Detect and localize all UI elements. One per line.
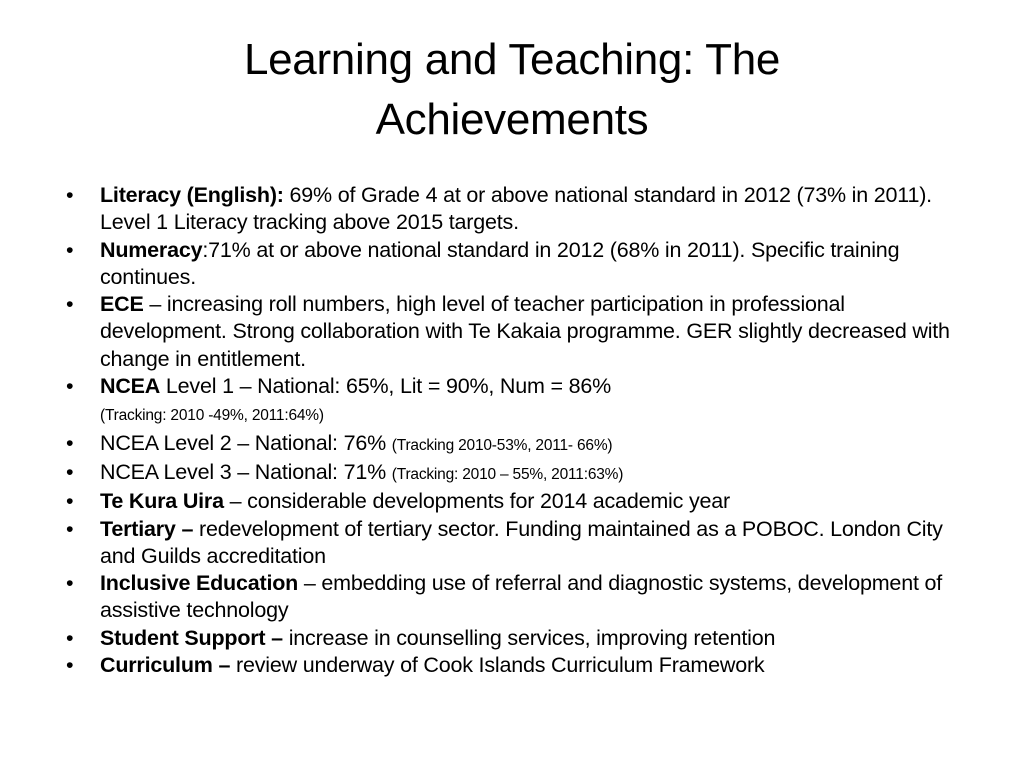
bullet-item-numeracy xyxy=(60,237,960,292)
bullet-icon: • xyxy=(66,625,74,650)
bullet-lead: Numeracy xyxy=(100,237,203,262)
bullet-item-ece xyxy=(60,291,960,373)
bullet-item-tertiary xyxy=(60,516,960,571)
bullet-item-inclusive-education xyxy=(60,570,960,625)
bullet-list xyxy=(60,182,960,679)
bullet-icon: • xyxy=(66,183,74,207)
slide-title xyxy=(100,30,924,150)
bullet-item-literacy xyxy=(60,182,960,237)
bullet-icon: • xyxy=(66,571,74,596)
bullet-tracking-note: (Tracking: 2010 – 55%, 2011:63%) xyxy=(391,465,624,483)
bullet-lead: Tertiary – xyxy=(100,516,194,541)
bullet-lead: ECE xyxy=(100,292,144,317)
bullet-text: 69% of Grade 4 at or above national standard in 2012 (73% in 2011). Level 1 Literacy tracking above 2015 targets. xyxy=(100,183,932,235)
bullet-item-student-support xyxy=(60,625,960,652)
bullet-text: – considerable developments for 2014 academic year xyxy=(223,489,730,514)
bullet-text: NCEA Level 2 – National: 76% xyxy=(100,430,392,455)
bullet-item-ncea-level-2 xyxy=(60,430,960,459)
bullet-lead: Te Kura Uira xyxy=(100,489,224,514)
bullet-lead: Student Support – xyxy=(100,625,283,650)
slide-title-line-2: Achievements xyxy=(375,95,649,144)
slide-title-line-1: Learning and Teaching: The xyxy=(243,35,781,84)
bullet-text: :71% at or above national standard in 2012 (68% in 2011). Specific training continues. xyxy=(100,237,900,289)
bullet-lead: Literacy (English): xyxy=(100,183,284,207)
bullet-item-ncea-level-3 xyxy=(60,459,960,488)
bullet-item-te-kura-uira xyxy=(60,488,960,515)
bullet-text: redevelopment of tertiary sector. Funding maintained as a POBOC. London City and Guilds accreditation xyxy=(100,516,943,568)
bullet-tracking-note: (Tracking: 2010 -49%, 2011:64%) xyxy=(100,407,324,425)
bullet-lead: Inclusive Education xyxy=(100,571,299,596)
bullet-text: review underway of Cook Islands Curriculum Framework xyxy=(230,653,765,678)
bullet-text: NCEA Level 3 – National: 71% xyxy=(100,459,392,484)
bullet-icon: • xyxy=(66,516,74,541)
bullet-item-curriculum xyxy=(60,652,960,679)
bullet-icon: • xyxy=(66,374,74,399)
bullet-text: Level 1 – National: 65%, Lit = 90%, Num = 86% xyxy=(160,374,612,399)
bullet-text: – embedding use of referral and diagnostic systems, development of assistive technology xyxy=(100,571,943,623)
bullet-item-ncea-level-1 xyxy=(60,373,960,430)
bullet-icon: • xyxy=(66,237,74,262)
bullet-icon: • xyxy=(66,653,74,678)
bullet-lead: Curriculum – xyxy=(100,653,231,678)
bullet-tracking-note: (Tracking 2010-53%, 2011- 66%) xyxy=(391,436,613,454)
bullet-text: increase in counselling services, improving retention xyxy=(282,625,776,650)
bullet-icon: • xyxy=(66,292,74,317)
bullet-text: – increasing roll numbers, high level of teacher participation in professional development. Strong collaboration with Te Kakaia programme. GER slightly decreased with change in entitlement. xyxy=(100,292,950,371)
bullet-lead: NCEA xyxy=(100,374,161,399)
bullet-icon: • xyxy=(66,430,74,455)
bullet-icon: • xyxy=(66,489,74,514)
bullet-icon: • xyxy=(66,459,74,484)
